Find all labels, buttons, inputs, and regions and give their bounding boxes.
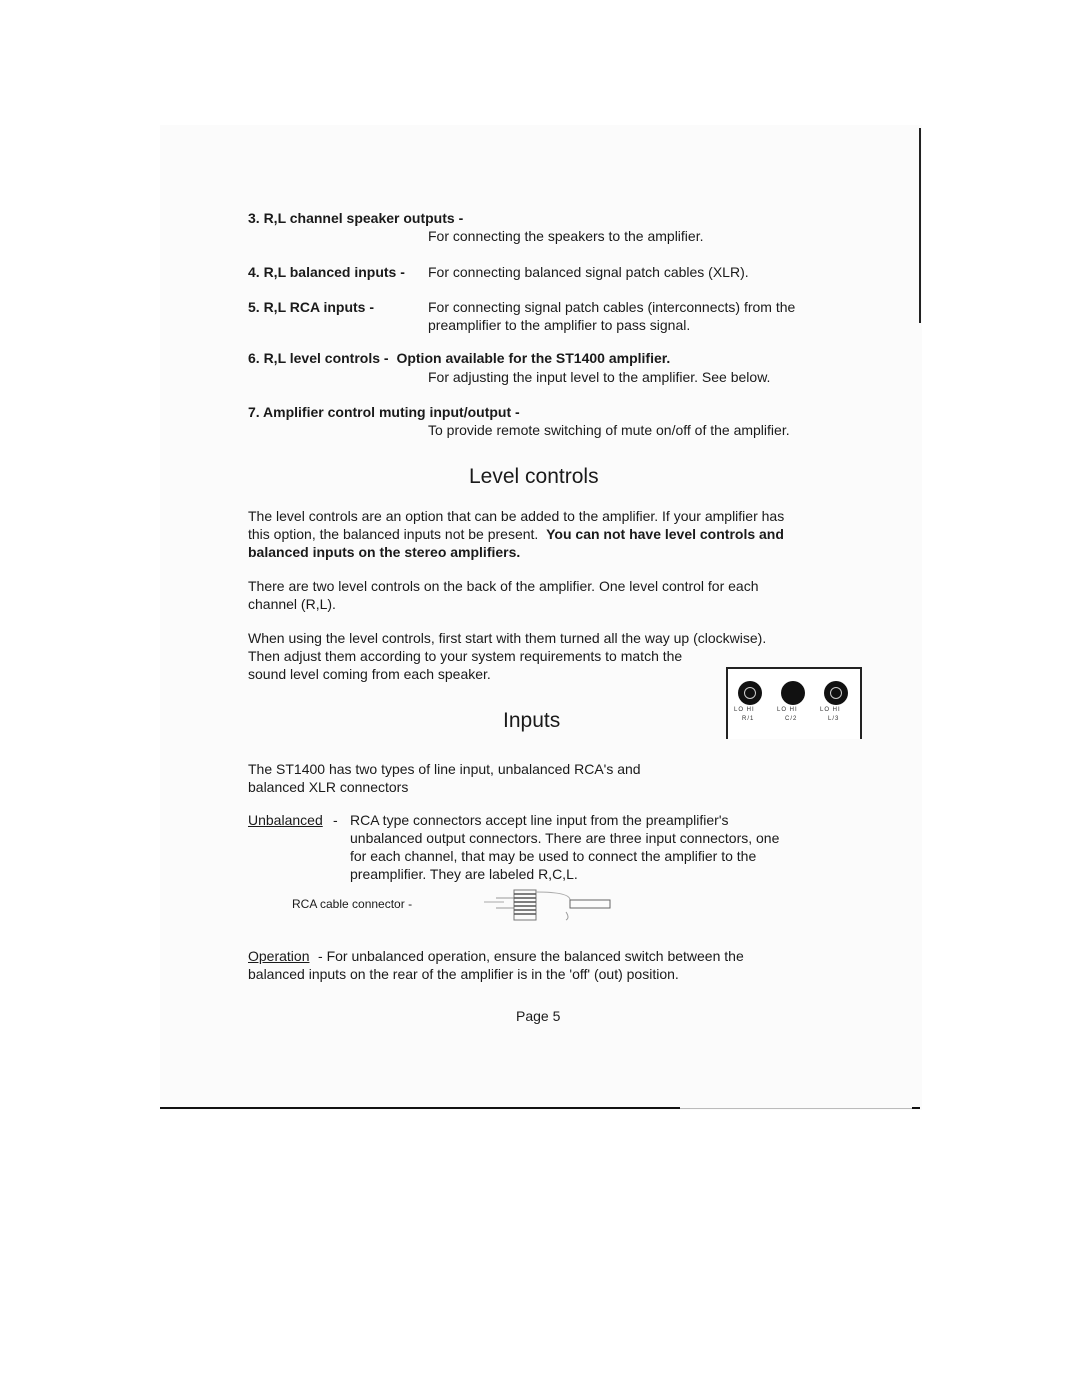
item-4-desc: For connecting balanced signal patch cables (XLR).: [428, 264, 749, 280]
operation-text: For unbalanced operation, ensure the balanced switch between the: [326, 948, 744, 964]
warning-text-line: balanced inputs on the stereo amplifiers.: [248, 544, 521, 560]
item-5-desc-line-1: For connecting signal patch cables (interconnects) from the: [428, 299, 796, 315]
item-3-desc: For connecting the speakers to the amplifier.: [428, 228, 704, 244]
para-line: When using the level controls, first start with them turned all the way up (clockwise).: [248, 630, 767, 646]
knob-range-label: LO HI: [820, 707, 841, 713]
knob-range-label: LO HI: [777, 707, 798, 713]
channel-label: L/3: [828, 716, 840, 722]
inputs-heading: Inputs: [503, 709, 561, 732]
item-3-label: 3. R,L channel speaker outputs -: [248, 210, 464, 226]
unbalanced-term: Unbalanced: [248, 812, 323, 828]
para-text: this option, the balanced inputs not be present.: [248, 526, 539, 542]
para-line: The ST1400 has two types of line input, unbalanced RCA's and: [248, 761, 641, 777]
rca-connector-icon: [484, 888, 614, 922]
item-4-label: 4. R,L balanced inputs -: [248, 264, 405, 280]
knob-face: [744, 687, 756, 699]
item-7-desc: To provide remote switching of mute on/off of the amplifier.: [428, 422, 790, 438]
item-7-label: 7. Amplifier control muting input/output -: [248, 404, 520, 420]
operation-line-2: balanced inputs on the rear of the amplifier is in the 'off' (out) position.: [248, 966, 679, 982]
term-dash: -: [333, 812, 338, 828]
knob-face: [830, 687, 842, 699]
rca-caption: RCA cable connector -: [292, 897, 413, 911]
para-line: for each channel, that may be used to connect the amplifier to the: [350, 848, 757, 864]
operation-term: Operation: [248, 948, 310, 964]
para-line: channel (R,L).: [248, 596, 336, 612]
item-5-label: 5. R,L RCA inputs -: [248, 299, 374, 315]
inputs-intro: [248, 760, 641, 796]
operation-line-1: - For unbalanced operation, ensure the balanced switch between the: [318, 948, 744, 964]
knob-range-label: LO HI: [734, 707, 755, 713]
level-controls-para-3: [248, 629, 766, 683]
channel-label: C/2: [785, 716, 798, 722]
item-6-label: 6. R,L level controls -: [248, 350, 389, 366]
level-knob-c-icon: [781, 681, 805, 705]
para-line: sound level coming from each speaker.: [248, 666, 491, 682]
para-line: Then adjust them according to your system requirements to match the: [248, 648, 683, 664]
para-line: RCA type connectors accept line input from the preamplifier's: [350, 812, 729, 828]
channel-label: R/1: [742, 716, 755, 722]
para-line: balanced XLR connectors: [248, 779, 409, 795]
level-knob-r-icon: [738, 681, 762, 705]
unbalanced-definition: [350, 811, 779, 883]
para-line: preamplifier. They are labeled R,C,L.: [350, 866, 578, 882]
item-6-desc: For adjusting the input level to the amplifier. See below.: [428, 369, 771, 385]
item-6-option-note: Option available for the ST1400 amplifier.: [396, 350, 671, 366]
para-line: There are two level controls on the back of the amplifier. One level control for each: [248, 578, 759, 594]
item-5-desc-line-2: preamplifier to the amplifier to pass signal.: [428, 317, 691, 333]
footer-rule: [160, 1107, 680, 1109]
para-line: [248, 525, 784, 543]
level-knob-l-icon: [824, 681, 848, 705]
level-controls-para-2: [248, 577, 759, 613]
para-line: The level controls are an option that can be added to the amplifier. If your amplifier has: [248, 508, 785, 524]
item-6-heading: [248, 349, 670, 367]
corner-mark: [912, 1107, 920, 1109]
footer-rule-faint: [680, 1108, 920, 1109]
page-number: Page 5: [516, 1008, 561, 1024]
margin-rule: [919, 128, 921, 323]
level-controls-heading: Level controls: [469, 465, 599, 488]
warning-text: You can not have level controls and: [546, 526, 784, 542]
level-control-panel-illustration: [726, 667, 862, 739]
level-controls-para-1: [248, 507, 784, 561]
para-line: unbalanced output connectors. There are three input connectors, one: [350, 830, 780, 846]
